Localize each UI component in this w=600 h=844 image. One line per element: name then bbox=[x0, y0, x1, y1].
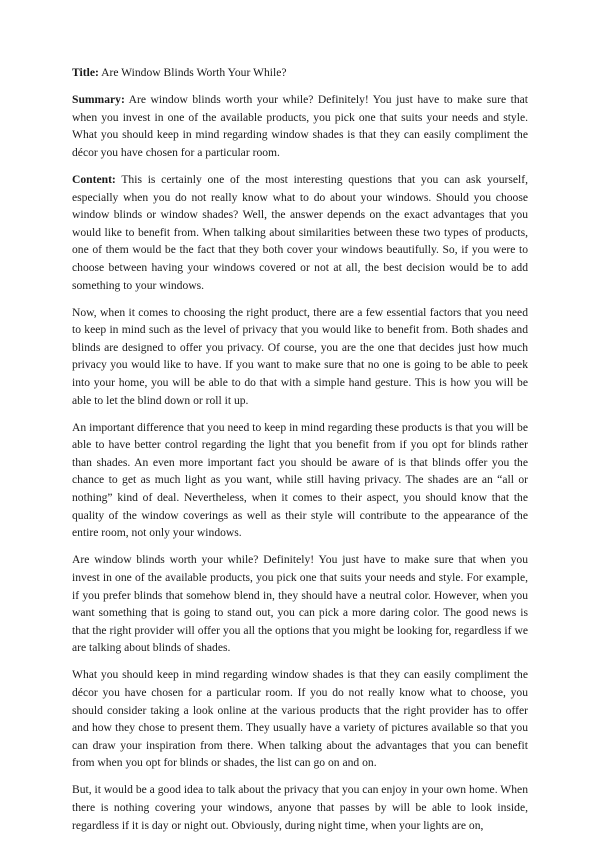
document-page bbox=[72, 64, 528, 844]
content-label: Content: bbox=[72, 172, 116, 186]
title-paragraph bbox=[72, 64, 528, 82]
summary-paragraph bbox=[72, 91, 528, 161]
content-paragraph-1 bbox=[72, 171, 528, 294]
title-text: Are Window Blinds Worth Your While? bbox=[101, 66, 287, 79]
content-intro-text: This is certainly one of the most interesting questions that you can ask yourself, especially when you do not really know what to do about your windows. Should you choose window blinds or window shades? Well, the answer depends on the exact advantages that you would like to benefit from. When talking about similarities between these two types of products, one of them would be the fact that they both cover your windows beautifully. So, if you were to choose between having your windows covered or not at all, the best decision would be to add something to your windows. bbox=[72, 172, 528, 292]
content-paragraph-3: An important difference that you need to keep in mind regarding these products is that you will be able to have better control regarding the light that you benefit from if you opt for blinds rather than shades. An even more important fact you should be aware of is that blinds offer you the chance to get as much light as you want, while still having privacy. The shades are an “all or nothing” kind of deal. Nevertheless, when it comes to their aspect, you should know that the quality of the window coverings as well as their style will contribute to the appearance of the entire room, not only your windows. bbox=[72, 420, 528, 540]
content-paragraph-4: Are window blinds worth your while? Definitely! You just have to make sure that when you invest in one of the available products, you pick one that suits your needs and style. For example, if you prefer blinds that somehow blend in, they should have a neutral color. However, when you want something that is going to stand out, you can pick a more daring color. The good news is that the right provider will offer you all the options that you might be looking for, regardless if we are talking about blinds of shades. bbox=[72, 553, 528, 655]
summary-text: Are window blinds worth your while? Definitely! You just have to make sure that when you invest in one of the available products, you pick one that suits your needs and style. What you should keep in mind regarding window shades is that they can easily compliment the décor you have chosen for a particular room. bbox=[72, 93, 528, 159]
title-label: Title: bbox=[72, 66, 99, 79]
content-paragraph-5: What you should keep in mind regarding window shades is that they can easily compliment the décor you have chosen for a particular room. If you do not really know what to choose, you should consider taking a look online at the various products that the right provider has to offer and how they chose to present them. They usually have a variety of pictures available so that you can draw your inspiration from there. When talking about the advantages that you can benefit from when you opt for blinds or shades, the list can go on and on. bbox=[72, 668, 528, 770]
content-paragraph-2: Now, when it comes to choosing the right product, there are a few essential factors that you need to keep in mind such as the level of privacy that you would like to benefit from. Both shades and blinds are designed to offer you privacy. Of course, you are the one that decides just how much privacy you would like to have. If you want to make sure that no one is going to be able to peek into your home, you will be able to do that with a simple hand gesture. This is how you will be able to let the blind down or roll it up. bbox=[72, 305, 528, 407]
content-paragraph-6: But, it would be a good idea to talk about the privacy that you can enjoy in your own home. When there is nothing covering your windows, anyone that passes by will be able to look inside, regardless if it is day or night out. Obviously, during night time, when your lights are on, bbox=[72, 783, 528, 832]
summary-label: Summary: bbox=[72, 93, 125, 107]
